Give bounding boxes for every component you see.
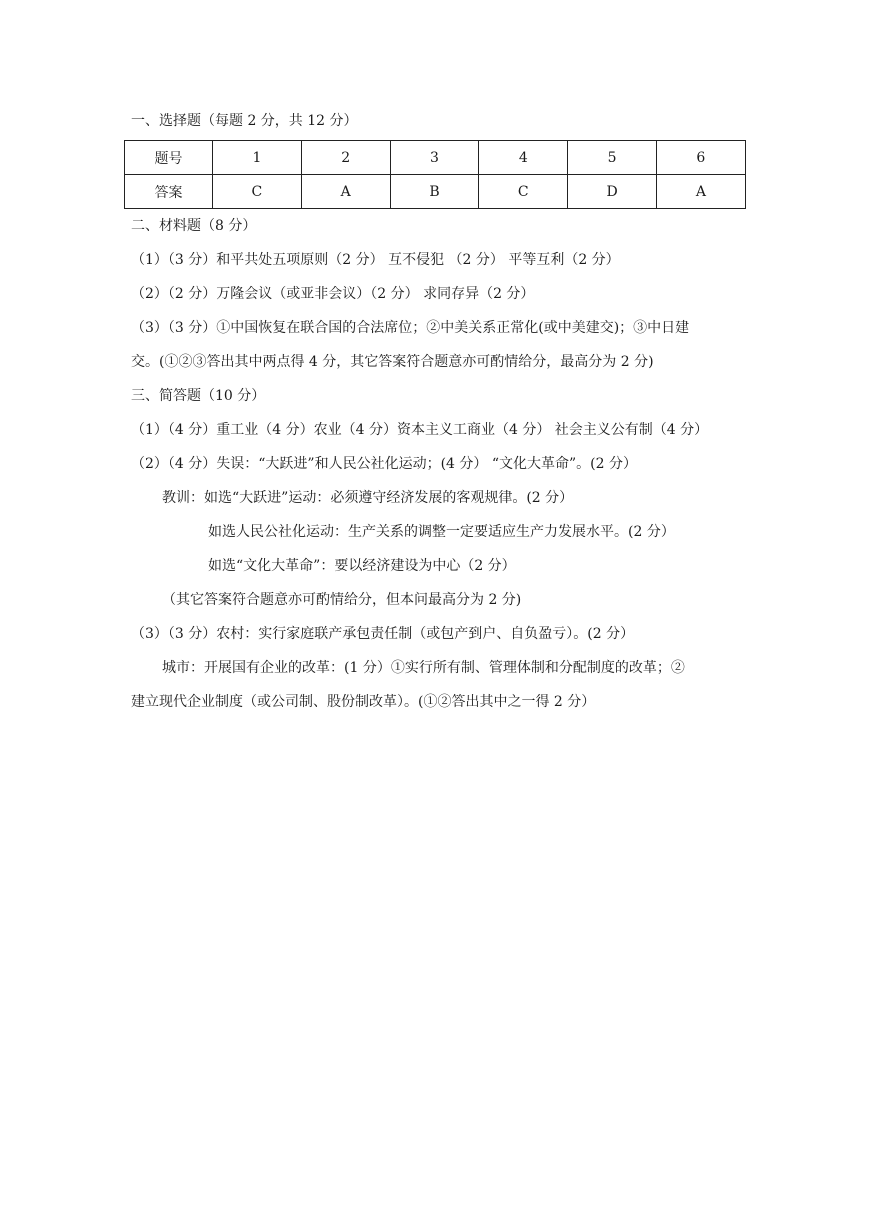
table-answer-label: 答案 — [125, 175, 213, 209]
question-number: 6 — [656, 141, 745, 175]
section3-lesson2: 如选人民公社化运动：生产关系的调整一定要适应生产力发展水平。(2 分） — [208, 524, 675, 540]
section2-q1: （1）（3 分）和平共处五项原则（2 分） 互不侵犯 （2 分） 平等互利（2 分） — [131, 252, 620, 268]
question-number: 5 — [568, 141, 657, 175]
question-number: 1 — [213, 141, 302, 175]
answer-cell: A — [301, 175, 390, 209]
answer-table — [124, 140, 746, 209]
answer-cell: A — [656, 175, 745, 209]
section3-heading: 三、简答题（10 分） — [131, 388, 266, 404]
table-header-label: 题号 — [125, 141, 213, 175]
section2-q3-line1: （3）（3 分）①中国恢复在联合国的合法席位；②中美关系正常化(或中美建交)；③中日建 — [131, 320, 690, 336]
answer-cell: D — [568, 175, 657, 209]
question-number: 3 — [390, 141, 479, 175]
section2-q2: （2）（2 分）万隆会议（或亚非会议）（2 分） 求同存异（2 分） — [131, 286, 535, 302]
question-number: 4 — [479, 141, 568, 175]
section2-heading: 二、材料题（8 分） — [131, 218, 257, 234]
section3-city-line1: 城市：开展国有企业的改革：(1 分）①实行所有制、管理体制和分配制度的改革；② — [162, 660, 685, 676]
answer-cell: C — [213, 175, 302, 209]
section3-q3: （3）（3 分）农村：实行家庭联产承包责任制（或包产到户、自负盈亏）。(2 分） — [131, 626, 635, 642]
section3-lesson3: 如选“文化大革命”：要以经济建设为中心（2 分） — [208, 558, 516, 574]
section3-note: （其它答案符合题意亦可酌情给分，但本问最高分为 2 分) — [162, 592, 522, 608]
question-number: 2 — [301, 141, 390, 175]
answer-cell: C — [479, 175, 568, 209]
section3-city-line2: 建立现代企业制度（或公司制、股份制改革）。(①②答出其中之一得 2 分） — [131, 694, 596, 710]
section1-heading: 一、选择题（每题 2 分，共 12 分） — [131, 113, 358, 129]
table-row-numbers — [125, 141, 746, 175]
section3-lesson1: 教训：如选“大跃进”运动：必须遵守经济发展的客观规律。(2 分） — [162, 490, 574, 506]
table-row-answers — [125, 175, 746, 209]
answer-cell: B — [390, 175, 479, 209]
section3-q2: （2）（4 分）失误：“大跃进”和人民公社化运动；(4 分） “文化大革命”。(2 分） — [131, 456, 637, 472]
section3-q1: （1）（4 分）重工业（4 分）农业（4 分）资本主义工商业（4 分） 社会主义公有制（4 分） — [131, 422, 709, 438]
section2-q3-line2: 交。(①②③答出其中两点得 4 分，其它答案符合题意亦可酌情给分，最高分为 2 分) — [131, 354, 654, 370]
